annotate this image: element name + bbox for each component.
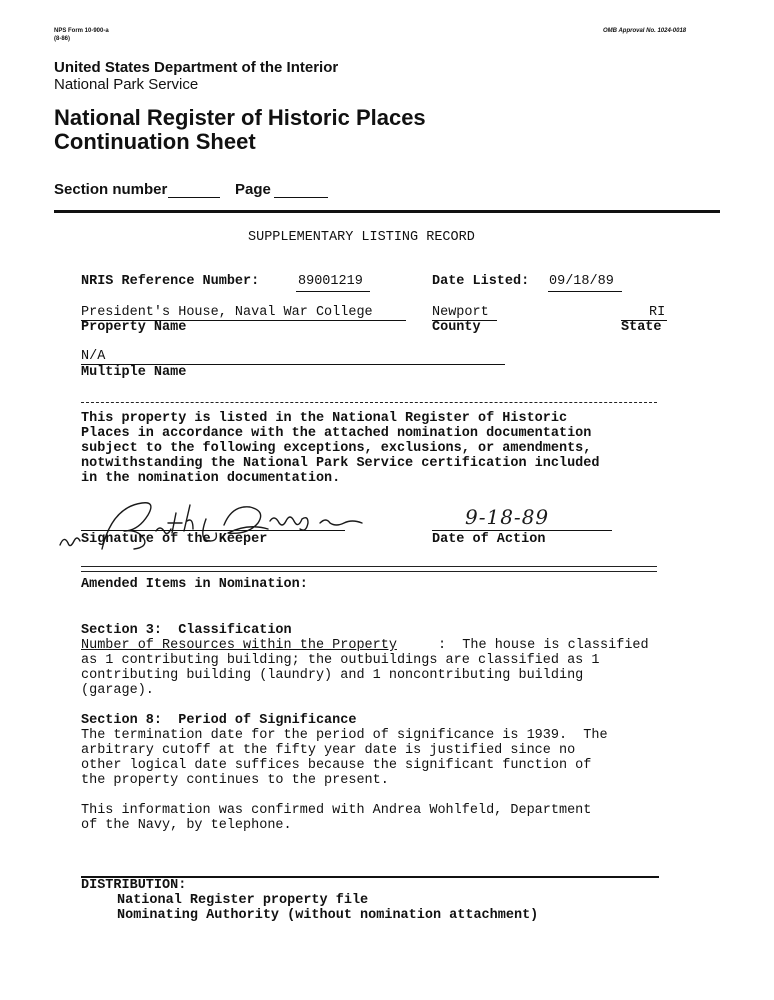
confirmation-text: This information was confirmed with Andrea Wohlfeld, Department — [81, 803, 592, 818]
statement-line: This property is listed in the National Register of Historic — [81, 411, 568, 426]
amended-items-label: Amended Items in Nomination: — [81, 577, 308, 592]
date-listed-value: 09/18/89 — [549, 274, 614, 289]
property-name-value: President's House, Naval War College — [81, 305, 373, 320]
agency-name: National Park Service — [54, 76, 199, 93]
state-label: State — [621, 320, 662, 335]
property-name-label: Property Name — [81, 320, 187, 335]
form-subtitle: Continuation Sheet — [54, 129, 256, 154]
form-id: NPS Form 10-900-a — [54, 28, 109, 34]
section-3-underlined-term: Number of Resources within the Property — [81, 638, 397, 653]
double-divider — [81, 566, 657, 572]
signature-line[interactable] — [81, 530, 345, 531]
state-value: RI — [649, 305, 666, 320]
section-number-label: Section number — [54, 181, 168, 198]
county-label: County — [432, 320, 481, 335]
nris-value: 89001219 — [298, 274, 363, 289]
statement-line: in the nomination documentation. — [81, 471, 341, 486]
keeper-signature — [56, 497, 376, 557]
section-3-text: : The house is classified — [438, 638, 649, 653]
nris-underline — [296, 291, 370, 292]
section-3-heading: Section 3: Classification — [81, 623, 292, 638]
multiple-name-value: N/A — [81, 349, 106, 364]
statement-line: Places in accordance with the attached nomination documentation — [81, 426, 592, 441]
section-8-text: arbitrary cutoff at the fifty year date is justified since no — [81, 743, 576, 758]
date-of-action-label: Date of Action — [432, 532, 546, 547]
page-field[interactable] — [274, 197, 328, 198]
header-rule — [54, 210, 720, 213]
department-name: United States Department of the Interior — [54, 59, 339, 76]
section-8-text: the property continues to the present. — [81, 773, 389, 788]
county-value: Newport — [432, 305, 489, 320]
section-3-text: as 1 contributing building; the outbuildings are classified as 1 — [81, 653, 600, 668]
section-3-text: contributing building (laundry) and 1 noncontributing building — [81, 668, 584, 683]
section-8-text: other logical date suffices because the significant function of — [81, 758, 592, 773]
confirmation-text: of the Navy, by telephone. — [81, 818, 292, 833]
multiple-name-label: Multiple Name — [81, 365, 187, 380]
date-listed-label: Date Listed: — [432, 274, 530, 289]
date-of-action-line[interactable] — [432, 530, 612, 531]
distribution-item: National Register property file — [117, 893, 369, 908]
statement-line: notwithstanding the National Park Service certification included — [81, 456, 600, 471]
section-8-heading: Section 8: Period of Significance — [81, 713, 357, 728]
statement-line: subject to the following exceptions, exclusions, or amendments, — [81, 441, 592, 456]
distribution-heading: DISTRIBUTION: — [81, 878, 187, 893]
page-label: Page — [235, 181, 271, 198]
date-of-action-value: 9-18-89 — [465, 505, 550, 529]
distribution-item: Nominating Authority (without nomination attachment) — [117, 908, 539, 923]
form-date: (8-86) — [54, 36, 71, 42]
nris-label: NRIS Reference Number: — [81, 274, 260, 289]
section-8-text: The termination date for the period of significance is 1939. The — [81, 728, 608, 743]
section-number-field[interactable] — [168, 197, 220, 198]
dashed-divider — [81, 402, 657, 403]
omb-approval: OMB Approval No. 1024-0018 — [603, 28, 687, 34]
section-3-text: (garage). — [81, 683, 154, 698]
record-heading: SUPPLEMENTARY LISTING RECORD — [248, 230, 475, 245]
signature-label: Signature of the Keeper — [81, 532, 268, 547]
date-listed-underline — [548, 291, 622, 292]
form-title: National Register of Historic Places — [54, 105, 426, 130]
